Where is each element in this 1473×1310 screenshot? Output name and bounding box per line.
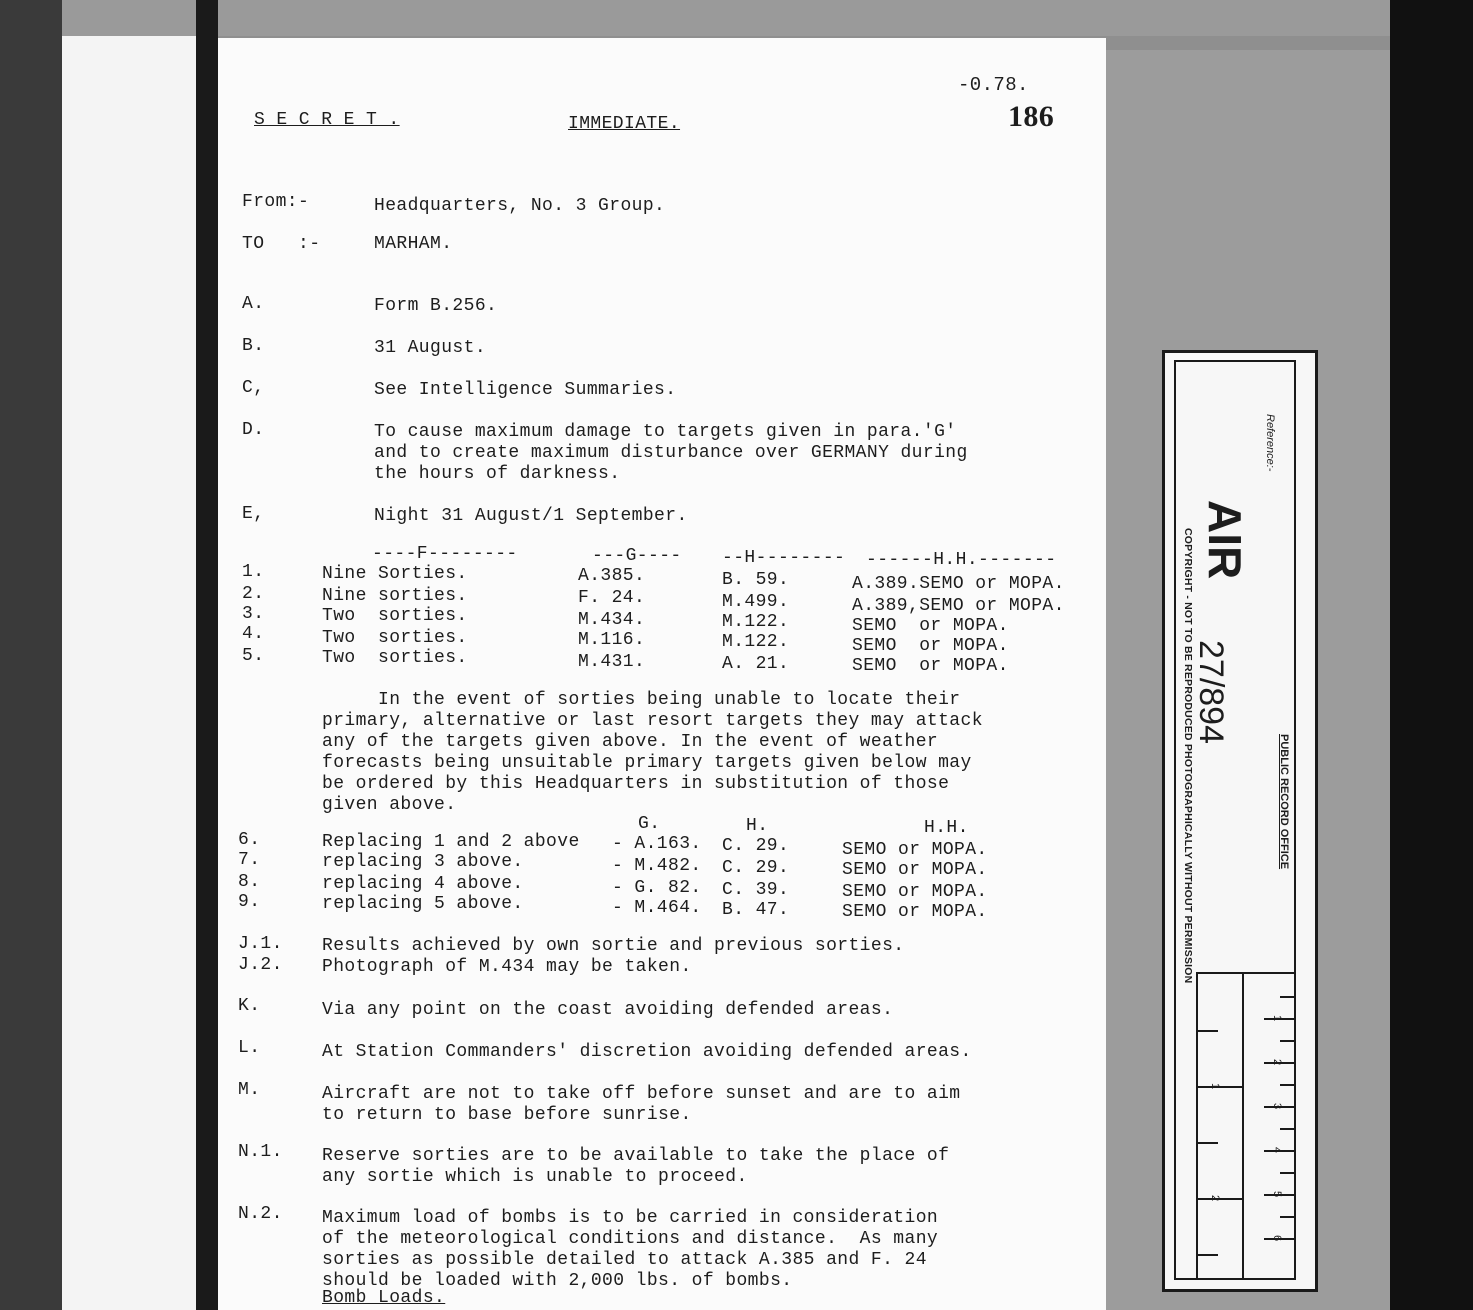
replacement-hh: SEMO or MOPA. [842,840,988,860]
page-number: 186 [1008,100,1055,133]
column-header-h: --H-------- [722,548,846,568]
column-header-hh: ------H.H.------- [866,550,1057,570]
ruler-cm-label: 2 [1271,1058,1284,1066]
row-number: 8. [238,872,261,892]
sortie-h: M.122. [722,632,790,652]
row-number: 2. [242,584,265,604]
section-n2-text: Maximum load of bombs is to be carried in consideration of the meteorological conditions and distance. As many sorties as possible detailed to attack A.385 and F. 24 should be loaded with 2,000 lbs. of bombs. [322,1208,939,1291]
section-m-label: M. [238,1080,261,1100]
row-number: 4. [242,624,265,644]
replacement-hh: SEMO or MOPA. [842,860,988,880]
slip-office: PUBLIC RECORD OFFICE [1278,734,1290,870]
section-m-text: Aircraft are not to take off before sunset and are to aim to return to base before sunrise. [322,1084,961,1125]
section-k-text: Via any point on the coast avoiding defended areas. [322,1000,894,1020]
ruler-inch-label: 2 [1209,1194,1222,1202]
replacement-text: replacing 4 above. [322,874,524,894]
ruler-cm-label: 4 [1271,1146,1284,1154]
replacement-header-hh: H.H. [924,818,969,838]
section-j-labels: J.1. J.2. [238,934,283,975]
sortie-g: M.431. [578,652,646,672]
sortie-f: Nine sorties. [322,586,468,606]
replacement-hh: SEMO or MOPA. [842,882,988,902]
item-text: See Intelligence Summaries. [374,380,677,400]
ruler-cm-label: 6 [1271,1234,1284,1242]
row-number: 1. [242,562,265,582]
replacement-text: replacing 3 above. [322,852,524,872]
scan-left-edge [0,0,62,1310]
replacement-h: C. 29. [722,858,790,878]
to-value: MARHAM. [374,234,453,254]
column-header-g: ---G---- [592,546,682,566]
section-n1-label: N.1. [238,1142,283,1162]
scan-top-background [62,0,1392,36]
sortie-hh: A.389.SEMO or MOPA. [852,574,1065,594]
item-text: Night 31 August/1 September. [374,506,688,526]
measurement-ruler [1196,972,1294,1278]
row-number: 3. [242,604,265,624]
row-number: 5. [242,646,265,666]
item-label: D. [242,420,265,440]
slip-piece-number: 27/894 [1192,640,1230,744]
replacement-g: - M.464. [612,898,702,918]
binder-strip [196,0,218,1310]
replacement-header-g: G. [638,814,661,834]
replacement-g: - M.482. [612,856,702,876]
sortie-hh: SEMO or MOPA. [852,616,1009,636]
replacement-text: replacing 5 above. [322,894,524,914]
row-number: 6. [238,830,261,850]
bomb-loads-heading: Bomb Loads. [322,1288,446,1308]
sortie-g: M.434. [578,610,646,630]
sortie-f: Nine Sorties. [322,564,468,584]
ruler-cm-label: 1 [1271,1014,1284,1022]
sortie-f: Two sorties. [322,606,468,626]
sortie-hh: A.389,SEMO or MOPA. [852,596,1065,616]
replacement-g: - G. 82. [612,878,702,898]
row-number: 9. [238,892,261,912]
slip-copyright: COPYRIGHT - NOT TO BE REPRODUCED PHOTOGRAPHICALLY WITHOUT PERMISSION [1182,528,1194,984]
replacement-hh: SEMO or MOPA. [842,902,988,922]
sortie-g: F. 24. [578,588,646,608]
event-paragraph: In the event of sorties being unable to locate their primary, alternative or last resort targets they may attack any of the targets given above. In the event of weather forecasts being unsuitable primary targets given below may be ordered by this Headquarters in substitution of those given above. [322,690,983,815]
ruler-cm-label: 5 [1271,1190,1284,1198]
scan-right-edge [1390,0,1473,1310]
column-header-f: ----F-------- [372,544,518,564]
sortie-h: A. 21. [722,654,790,674]
item-label: B. [242,336,265,356]
section-l-label: L. [238,1038,261,1058]
item-text: 31 August. [374,338,487,358]
section-n1-text: Reserve sorties are to be available to take the place of any sortie which is unable to proceed. [322,1146,950,1187]
item-label: E, [242,504,265,524]
item-text: Form B.256. [374,296,498,316]
sortie-hh: SEMO or MOPA. [852,656,1009,676]
sortie-g: M.116. [578,630,646,650]
sortie-f: Two sorties. [322,648,468,668]
secret-marking: S E C R E T . [254,110,400,130]
sortie-h: M.122. [722,612,790,632]
sortie-hh: SEMO or MOPA. [852,636,1009,656]
item-text: To cause maximum damage to targets given in para.'G' and to create maximum disturbance over GERMANY during the hours of darkness. [374,422,968,484]
section-l-text: At Station Commanders' discretion avoiding defended areas. [322,1042,972,1062]
section-n2-label: N.2. [238,1204,283,1224]
from-label: From:- [242,192,310,212]
replacement-h: C. 39. [722,880,790,900]
sortie-h: M.499. [722,592,790,612]
from-value: Headquarters, No. 3 Group. [374,196,666,216]
replacement-text: Replacing 1 and 2 above [322,832,580,852]
replacement-h: B. 47. [722,900,790,920]
replacement-g: - A.163. [612,834,702,854]
sortie-h: B. 59. [722,570,790,590]
item-label: A. [242,294,265,314]
slip-reference-label: Reference:- [1264,414,1276,472]
replacement-h: C. 29. [722,836,790,856]
section-j-text: Results achieved by own sortie and previous sorties. Photograph of M.434 may be taken. [322,936,905,977]
replacement-header-h: H. [746,816,769,836]
row-number: 7. [238,850,261,870]
page-reference: -0.78. [958,74,1029,96]
sortie-f: Two sorties. [322,628,468,648]
sortie-g: A.385. [578,566,646,586]
item-label: C, [242,378,265,398]
to-label: TO :- [242,234,321,254]
slip-series: AIR [1199,500,1251,580]
ruler-inch-label: 1 [1209,1082,1222,1090]
ruler-cm-label: 3 [1271,1102,1284,1110]
section-k-label: K. [238,996,261,1016]
previous-page-edge [62,0,198,1310]
immediate-marking: IMMEDIATE. [568,114,681,134]
